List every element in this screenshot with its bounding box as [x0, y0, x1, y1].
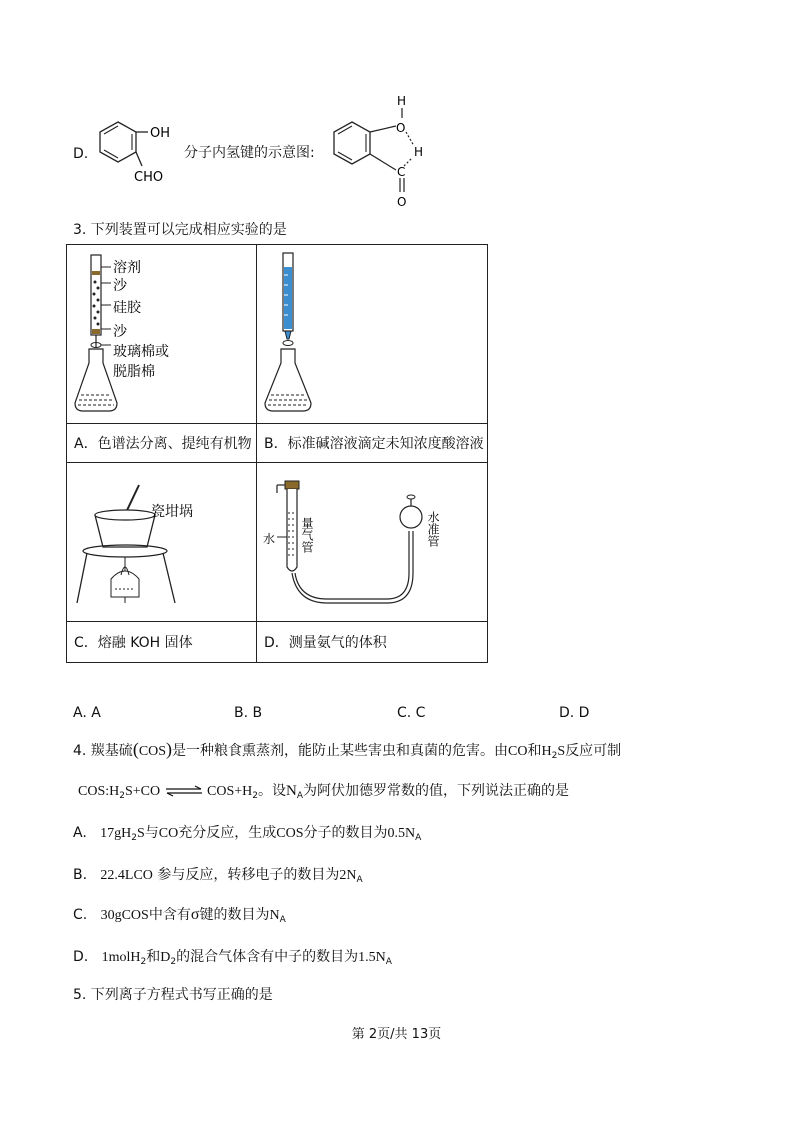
atom-o-bottom: O [397, 195, 407, 209]
q5-stem: 5. 下列离子方程式书写正确的是 [73, 987, 273, 1003]
q4-option-d[interactable]: D. 1molH$_2$和$D_2$的混合气体含有中子的数目为$1.5N_A$ [73, 949, 392, 967]
cell-c-image [66, 462, 257, 622]
hydrogen-bond-diagram [322, 92, 432, 210]
hbond-description: 分子内氢键的示意图: [184, 145, 315, 161]
oh-label: OH [150, 126, 171, 141]
crucible-heating-diagram [67, 463, 256, 621]
cell-a-caption: A．色谱法分离、提纯有机物 [66, 423, 257, 463]
atom-h-top: H [397, 94, 407, 108]
cho-label: CHO [134, 170, 164, 185]
cell-b-image [256, 244, 488, 424]
cell-d-image [256, 462, 488, 622]
atom-c: C [397, 165, 406, 179]
label-crucible: 瓷坩埚 [151, 504, 193, 520]
chromatography-column-diagram [67, 245, 256, 423]
q3-answer-a[interactable]: A. A [73, 705, 101, 721]
q3-answer-c[interactable]: C. C [397, 705, 426, 721]
q4-option-b[interactable]: B. 22.4LCO 参与反应，转移电子的数目为$2N_A$ [73, 867, 363, 885]
label-water: 水 [263, 532, 276, 546]
label-level-tube: 水准管 [426, 511, 440, 547]
atom-o-top: O [396, 121, 406, 135]
q3-answer-b[interactable]: B. B [234, 705, 263, 721]
q4-stem-line1: 4. 羰基硫(COS)是一种粮食熏蒸剂，能防止某些害虫和真菌的危害。由CO和$H_2S$反应可制 [73, 739, 622, 761]
q3-apparatus-table [66, 244, 488, 663]
label-glass-wool: 玻璃棉或 [113, 344, 169, 360]
q4-option-c[interactable]: C. 30gCOS中含有σ键的数目为$N_A$ [73, 906, 286, 925]
label-sand-bottom: 沙 [113, 324, 127, 340]
cos-formula: COS [138, 744, 167, 759]
label-cotton: 脱脂棉 [113, 364, 155, 380]
titration-diagram [257, 245, 487, 423]
label-solvent: 溶剂 [113, 260, 141, 276]
q3-answer-d[interactable]: D. D [559, 705, 590, 721]
cell-d-caption: D．测量氨气的体积 [256, 621, 488, 663]
cell-c-caption: C．熔融 KOH 固体 [66, 621, 257, 663]
gas-measurement-diagram [257, 463, 487, 621]
q3-stem: 3. 下列装置可以完成相应实验的是 [73, 222, 287, 238]
atom-h-mid: H [414, 145, 424, 159]
salicylaldehyde-structure [90, 110, 185, 190]
label-gas-tube: 量气管 [300, 517, 314, 553]
q4-stem-line2: $COS:H_2S+CO$ $COS+H_2$。设$N_A$为阿伏加德罗常数的值，下列说法正确的是 [78, 783, 570, 801]
label-silica-gel: 硅胶 [113, 300, 141, 316]
page-footer: 第 2页/共 13页 [351, 1027, 442, 1042]
option-d-label: D. [73, 146, 89, 162]
cell-a-image [66, 244, 257, 424]
label-sand-top: 沙 [113, 278, 127, 294]
q4-option-a[interactable]: A. $17gH_2S$与CO充分反应，生成COS分子的数目为$0.5N_A$ [73, 825, 422, 843]
cell-b-caption: B．标准碱溶液滴定未知浓度酸溶液 [256, 423, 488, 463]
equilibrium-arrow-icon [165, 785, 203, 797]
